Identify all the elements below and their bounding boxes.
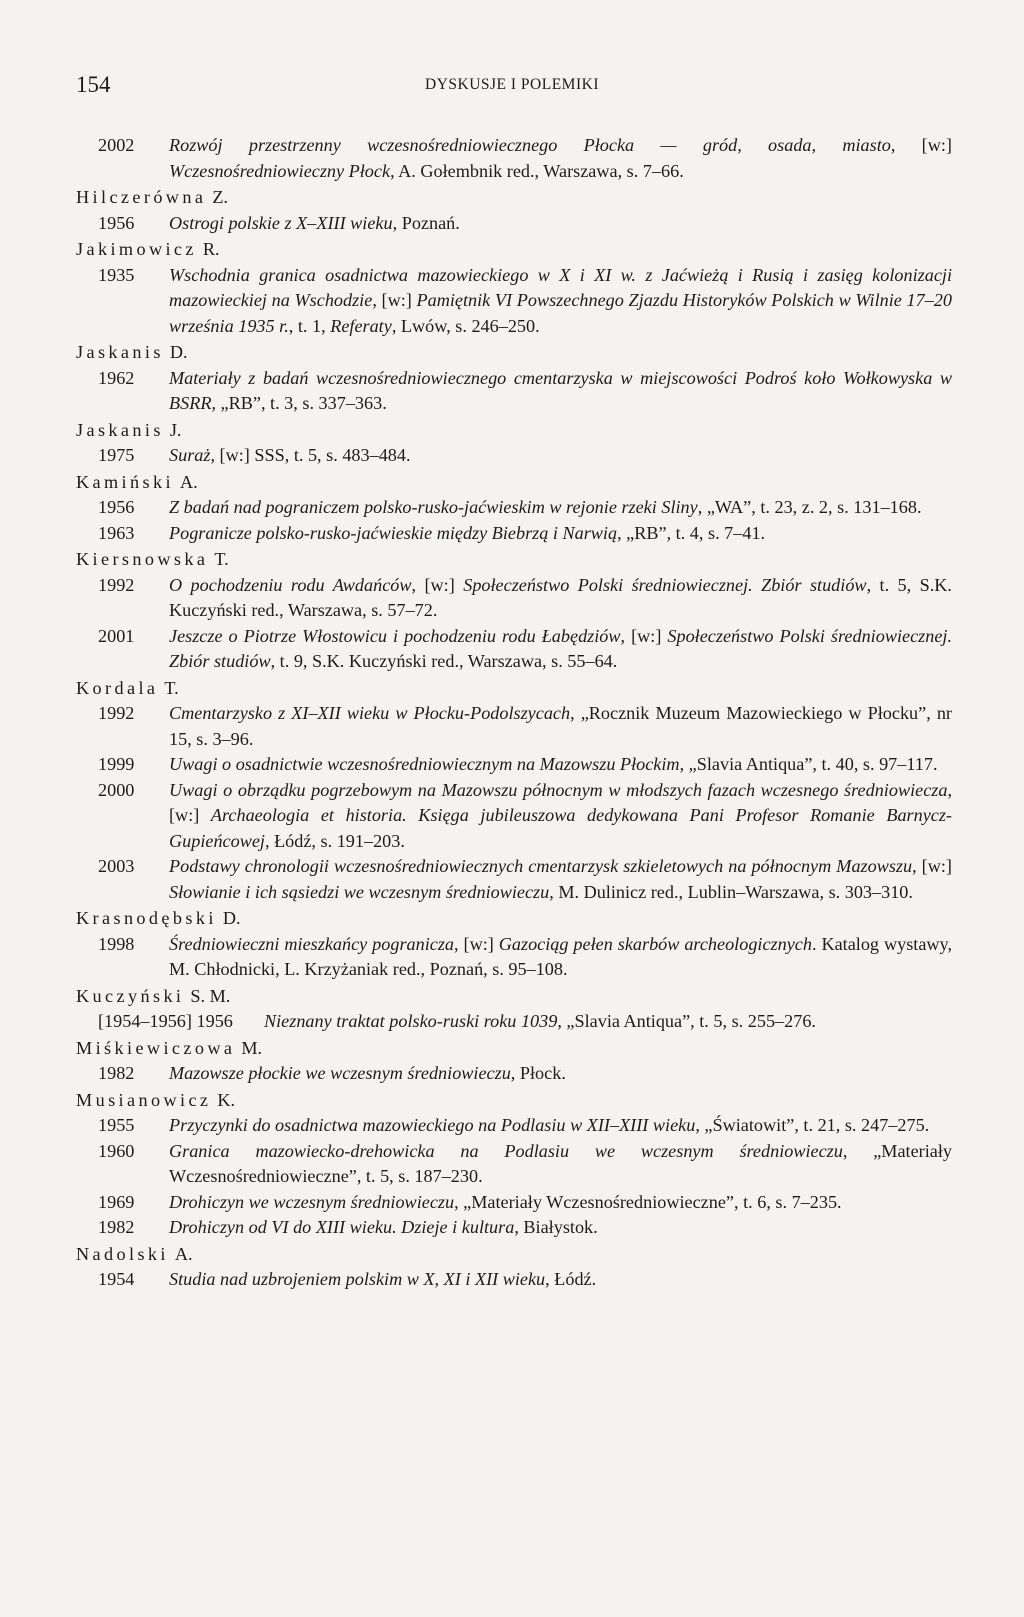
- bibliography-entry: [76, 932, 952, 983]
- author-initial: R.: [202, 239, 220, 259]
- bibliography-entry: [76, 133, 952, 184]
- author-initial: S. M.: [190, 985, 231, 1006]
- author-heading: [76, 418, 952, 444]
- entry-text: Nieznany traktat polsko-ruski roku 1039, „Slavia Antiqua”, t. 5, s. 255–276.: [264, 1011, 816, 1031]
- author-initial: D.: [169, 342, 188, 362]
- author-heading: [76, 185, 952, 211]
- bibliography-entry: [76, 752, 952, 778]
- author-surname: Kuczyński: [76, 985, 185, 1006]
- bibliography-entry: [76, 211, 952, 237]
- entry-year: 2000: [98, 779, 135, 800]
- bibliography-entry: [76, 521, 952, 547]
- entry-year: 1982: [98, 1063, 135, 1083]
- author-surname: Jakimowicz: [76, 239, 197, 259]
- author-heading: [76, 547, 952, 573]
- entry-year: 1969: [98, 1191, 135, 1212]
- entry-year: [1954–1956] 1956: [98, 1011, 233, 1031]
- entry-text: Z badań nad pograniczem polsko-rusko-jaćwieskim w rejonie rzeki Sliny, „WA”, t. 23, z. 2, s. 131–168.: [169, 497, 922, 517]
- author-heading: [76, 470, 952, 496]
- author-initial: J.: [169, 419, 182, 440]
- entry-text: Cmentarzysko z XI–XII wieku w Płocku-Podolszycach, „Rocznik Muzeum Mazowieckiego w Płocku”, nr 15, s. 3–96.: [169, 703, 952, 749]
- entry-year: 1992: [98, 574, 135, 595]
- author-initial: T.: [214, 549, 229, 569]
- entry-year: 2001: [98, 625, 135, 646]
- entry-text: Drohiczyn we wczesnym średniowieczu, „Materiały Wczesnośredniowieczne”, t. 6, s. 7–235.: [169, 1191, 842, 1212]
- bibliography-entry: [76, 778, 952, 855]
- entry-year: 1954: [98, 1269, 135, 1289]
- author-surname: Hilczerówna: [76, 187, 207, 207]
- entry-text: Drohiczyn od VI do XIII wieku. Dzieje i kultura, Białystok.: [169, 1217, 598, 1237]
- entry-text: Studia nad uzbrojeniem polskim w X, XI i XII wieku, Łódź.: [169, 1269, 597, 1289]
- entry-year: 1935: [98, 264, 135, 285]
- entry-year: 1960: [98, 1140, 135, 1161]
- author-surname: Nadolski: [76, 1243, 169, 1264]
- author-heading: [76, 676, 952, 702]
- bibliography-entry: [76, 1267, 952, 1293]
- entry-year: 1975: [98, 445, 135, 465]
- bibliography-entry: [76, 1061, 952, 1087]
- page-number: 154: [76, 72, 111, 97]
- entry-year: 1998: [98, 933, 135, 954]
- entry-text: Wschodnia granica osadnictwa mazowieckiego w X i XI w. z Jaćwieżą i Rusią i zasięg kolonizacji mazowieckiej na Wschodzie, [w:] Pamiętnik VI Powszechnego Zjazdu Historyków Polskich w Wilnie 17–20 września 1935 r., t. 1, Referaty, Lwów, s. 246–250.: [169, 264, 952, 336]
- author-initial: Z.: [212, 187, 228, 207]
- entry-year: 2003: [98, 856, 135, 876]
- entry-text: Jeszcze o Piotrze Włostowicu i pochodzeniu rodu Łabędziów, [w:] Społeczeństwo Polski średniowiecznej. Zbiór studiów, t. 9, S.K. Kuczyński red., Warszawa, s. 55–64.: [169, 625, 952, 671]
- author-heading: [76, 906, 952, 932]
- entry-year: 2002: [98, 135, 135, 155]
- bibliography-entry: [76, 263, 952, 340]
- entry-text: Przyczynki do osadnictwa mazowieckiego na Podlasiu w XII–XIII wieku, „Światowit”, t. 21, s. 247–275.: [169, 1115, 930, 1135]
- author-surname: Jaskanis: [76, 342, 164, 362]
- entry-text: Pogranicze polsko-rusko-jaćwieskie między Biebrzą i Narwią, „RB”, t. 4, s. 7–41.: [169, 522, 766, 543]
- bibliography-entry: [76, 443, 952, 469]
- entry-year: 1962: [98, 367, 135, 388]
- entry-text: Suraż, [w:] SSS, t. 5, s. 483–484.: [169, 445, 411, 465]
- bibliography-entry: [76, 854, 952, 905]
- entry-year: 1992: [98, 703, 135, 723]
- entry-year: 1956: [98, 497, 135, 517]
- entry-text: Uwagi o obrządku pogrzebowym na Mazowszu północnym w młodszych fazach wczesnego średniowiecza, [w:] Archaeologia et historia. Księga jubileuszowa dedykowana Pani Profesor Romanie Barnycz-Gupieńcowej, Łódź, s. 191–203.: [169, 779, 952, 851]
- entry-text: Rozwój przestrzenny wczesnośredniowiecznego Płocka — gród, osada, miasto, [w:] Wczesnośredniowieczny Płock, A. Gołembnik red., Warszawa, s. 7–66.: [169, 135, 952, 181]
- author-surname: Krasnodębski: [76, 908, 217, 928]
- entry-text: O pochodzeniu rodu Awdańców, [w:] Społeczeństwo Polski średniowiecznej. Zbiór studiów, t. 5, S.K. Kuczyński red., Warszawa, s. 57–72.: [169, 574, 952, 620]
- author-surname: Kamiński: [76, 471, 174, 492]
- bibliography-entry: [76, 1113, 952, 1139]
- author-surname: Jaskanis: [76, 419, 164, 440]
- entry-text: Materiały z badań wczesnośredniowiecznego cmentarzyska w miejscowości Podroś koło Wołkowyska w BSRR, „RB”, t. 3, s. 337–363.: [169, 367, 952, 413]
- entry-year: 1999: [98, 754, 135, 774]
- entry-text: Uwagi o osadnictwie wczesnośredniowiecznym na Mazowszu Płockim, „Slavia Antiqua”, t. 40, s. 97–117.: [169, 754, 938, 774]
- author-heading: [76, 1036, 952, 1062]
- author-initial: M.: [241, 1037, 263, 1058]
- entry-year: 1982: [98, 1217, 135, 1237]
- bibliography-entry: [76, 1009, 952, 1035]
- entry-text: Średniowieczni mieszkańcy pogranicza, [w:] Gazociąg pełen skarbów archeologicznych. Katalog wystawy, M. Chłodnicki, L. Krzyżaniak red., Poznań, s. 95–108.: [169, 933, 952, 979]
- author-initial: K.: [217, 1089, 236, 1110]
- author-initial: A.: [179, 471, 198, 492]
- author-heading: [76, 237, 952, 263]
- bibliography-entry: [76, 573, 952, 624]
- bibliography-entry: [76, 495, 952, 521]
- author-surname: Miśkiewiczowa: [76, 1037, 236, 1058]
- running-head: DYSKUSJE I POLEMIKI: [425, 76, 599, 93]
- bibliography-entry: [76, 624, 952, 675]
- author-heading: [76, 1242, 952, 1268]
- entry-text: Mazowsze płockie we wczesnym średniowieczu, Płock.: [169, 1063, 566, 1083]
- bibliography-entry: [76, 701, 952, 752]
- entry-year: 1955: [98, 1115, 135, 1135]
- author-heading: [76, 340, 952, 366]
- bibliography-entry: [76, 1215, 952, 1241]
- author-initial: T.: [164, 677, 179, 698]
- author-surname: Kordala: [76, 677, 159, 698]
- author-heading: [76, 984, 952, 1010]
- entry-text: Ostrogi polskie z X–XIII wieku, Poznań.: [169, 212, 460, 233]
- author-surname: Kiersnowska: [76, 549, 209, 569]
- entry-year: 1963: [98, 522, 135, 543]
- author-initial: D.: [222, 908, 241, 928]
- bibliography-entry: [76, 366, 952, 417]
- author-initial: A.: [174, 1243, 193, 1264]
- bibliography-entry: [76, 1190, 952, 1216]
- bibliography-entry: [76, 1139, 952, 1190]
- bibliography-list: [76, 133, 952, 1293]
- author-heading: [76, 1088, 952, 1114]
- entry-text: Granica mazowiecko-drehowicka na Podlasiu we wczesnym średniowieczu, „Materiały Wczesnośredniowieczne”, t. 5, s. 187–230.: [169, 1140, 952, 1186]
- author-surname: Musianowicz: [76, 1089, 212, 1110]
- entry-year: 1956: [98, 212, 135, 233]
- entry-text: Podstawy chronologii wczesnośredniowiecznych cmentarzysk szkieletowych na północnym Mazowszu, [w:] Słowianie i ich sąsiedzi we wczesnym średniowieczu, M. Dulinicz red., Lublin–Warszawa, s. 303–310.: [169, 856, 952, 902]
